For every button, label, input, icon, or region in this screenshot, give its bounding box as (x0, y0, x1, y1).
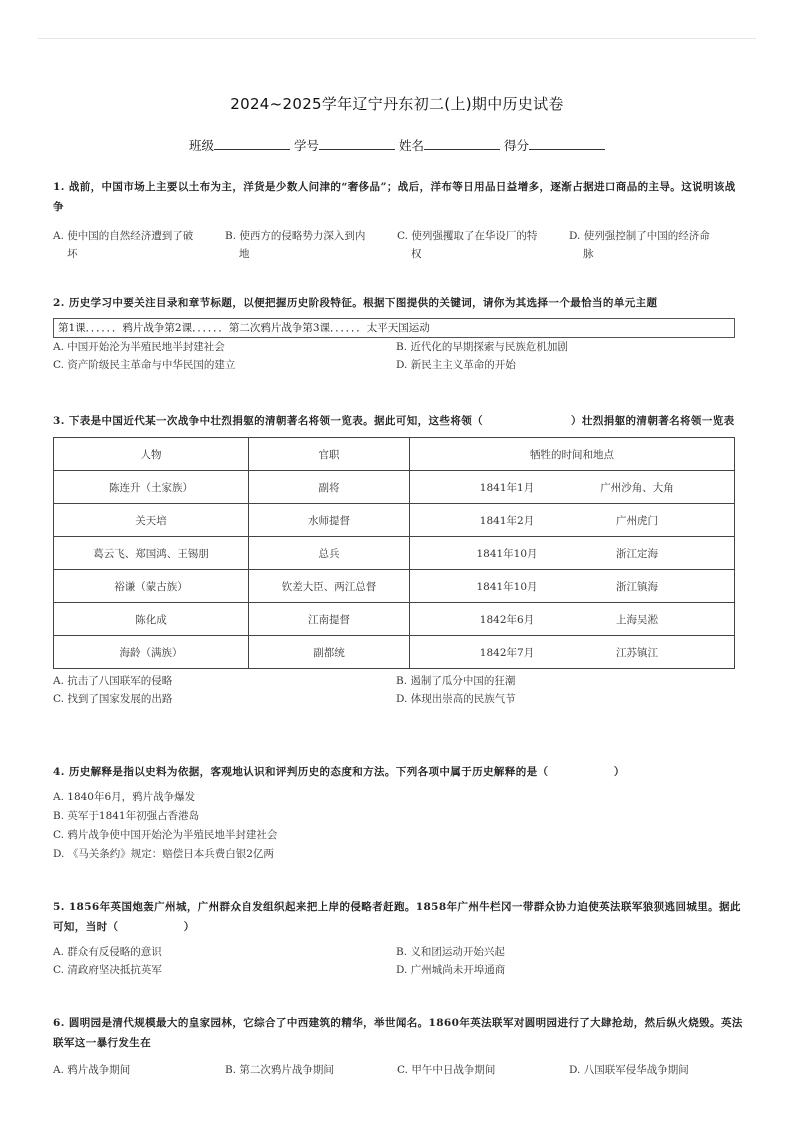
table-row (54, 504, 735, 537)
option-b[interactable]: B. 近代化的早期探索与民族危机加剧 (396, 341, 568, 353)
table-cell-rank: 水师提督 (249, 504, 410, 537)
question-3-stem (53, 411, 743, 431)
option-d[interactable]: D. 新民主主义革命的开始 (396, 359, 516, 371)
table-cell-person: 关天培 (54, 504, 249, 537)
question-4-stem: 4. 历史解释是指以史料为依据，客观地认识和评判历史的态度和方法。下列各项中属于历史解释的是（ ） (53, 766, 625, 778)
question-3 (53, 411, 743, 708)
table-cell-rank: 副将 (249, 471, 410, 504)
question-4 (53, 762, 743, 864)
table-cell-person: 葛云飞、郑国鸿、王锡朋 (54, 537, 249, 570)
score-field-label: 得分 (503, 138, 529, 153)
table-cell-place: 浙江定海 (616, 547, 658, 560)
option-a[interactable] (53, 227, 225, 263)
option-a[interactable]: A. 群众有反侵略的意识 (53, 946, 162, 958)
student-id-field-blank[interactable] (319, 137, 395, 150)
question-1-options (53, 227, 743, 263)
table-cell-time: 1842年7月 (479, 646, 535, 659)
generals-table (53, 437, 735, 669)
option-c[interactable]: C. 鸦片战争使中国开始沦为半殖民地半封建社会 (53, 829, 278, 841)
table-cell-rank: 总兵 (249, 537, 410, 570)
option-d[interactable]: D. 《马关条约》规定：赔偿日本兵费白银2亿两 (53, 848, 274, 860)
table-cell-rank: 副都统 (249, 636, 410, 669)
student-id-field-label: 学号 (293, 138, 319, 153)
question-1 (53, 177, 743, 263)
option-a[interactable]: A. 鸦片战争期间 (53, 1064, 131, 1076)
table-cell-time-place (410, 471, 735, 504)
exam-title: 2024~2025学年辽宁丹东初二(上)期中历史试卷 (230, 95, 564, 113)
question-1-stem: 1. 战前，中国市场上主要以土布为主，洋货是少数人问津的“奢侈品”；战后，洋布等日用品日益增多，逐渐占据进口商品的主导。这说明该战争 (53, 181, 736, 213)
table-row (54, 471, 735, 504)
question-5-stem: 5. 1856年英国炮轰广州城，广州群众自发组织起来把上岸的侵略者赶跑。1858年广州牛栏冈一带群众协力迫使英法联军狼狈逃回城里。据此可知，当时（ ） (53, 901, 741, 933)
option-c-text-cont: 权 (411, 248, 422, 260)
option-b-text-cont: 地 (239, 248, 250, 260)
question-2-options (53, 338, 743, 374)
table-header: 官职 (249, 438, 410, 471)
option-c[interactable]: C. 资产阶级民主革命与中华民国的建立 (53, 359, 236, 371)
table-cell-place: 江苏镇江 (616, 646, 658, 659)
question-6 (53, 1013, 743, 1079)
option-d-text: D. 使列强控制了中国的经济命 (569, 230, 710, 242)
table-cell-rank: 江南提督 (249, 603, 410, 636)
name-field-label: 姓名 (398, 138, 424, 153)
option-b[interactable]: B. 遏制了瓜分中国的狂潮 (396, 675, 516, 687)
table-cell-rank: 钦差大臣、两江总督 (249, 570, 410, 603)
table-header-row (54, 438, 735, 471)
question-4-options (53, 788, 743, 864)
option-a[interactable]: A. 抗击了八国联军的侵略 (53, 675, 173, 687)
option-c[interactable]: C. 找到了国家发展的出路 (53, 693, 173, 705)
student-info-fields (0, 136, 794, 154)
question-5-options (53, 943, 743, 979)
table-row (54, 603, 735, 636)
table-cell-person: 海龄（满族） (54, 636, 249, 669)
question-3-stem-part-2: ）壮烈捐躯的清朝著名将领一览表 (571, 415, 735, 427)
question-6-stem: 6. 圆明园是清代规模最大的皇家园林，它综合了中西建筑的精华，举世闻名。1860年英法联军对圆明园进行了大肆抢劫，然后纵火烧毁。英法联军这一暴行发生在 (53, 1017, 743, 1049)
option-d[interactable]: D. 八国联军侵华战争期间 (569, 1064, 689, 1076)
table-cell-place: 浙江镇海 (616, 580, 658, 593)
option-c-text: C. 使列强攫取了在华设厂的特 (397, 230, 538, 242)
question-2 (53, 293, 743, 374)
question-6-options (53, 1061, 743, 1079)
table-header: 牺牲的时间和地点 (410, 438, 735, 471)
option-c[interactable] (397, 227, 569, 263)
table-cell-place: 广州沙角、大角 (600, 481, 674, 494)
table-row (54, 570, 735, 603)
question-5 (53, 897, 743, 979)
class-field-blank[interactable] (214, 137, 290, 150)
table-cell-person: 陈化成 (54, 603, 249, 636)
option-a[interactable]: A. 1840年6月，鸦片战争爆发 (53, 791, 196, 803)
table-row (54, 636, 735, 669)
table-cell-time: 1841年2月 (479, 514, 535, 527)
question-3-options (53, 672, 743, 708)
option-b[interactable]: B. 第二次鸦片战争期间 (225, 1064, 334, 1076)
option-a-text-cont: 坏 (67, 248, 78, 260)
table-cell-person: 陈连升（土家族） (54, 471, 249, 504)
table-cell-time-place (410, 504, 735, 537)
option-b[interactable]: B. 英军于1841年初强占香港岛 (53, 810, 200, 822)
option-b[interactable]: B. 义和团运动开始兴起 (396, 946, 505, 958)
table-cell-time: 1841年1月 (479, 481, 535, 494)
table-cell-time-place (410, 636, 735, 669)
table-cell-person: 裕谦（蒙古族） (54, 570, 249, 603)
keyword-box: 第1课．．．．．．鸦片战争第2课．．．．．．第二次鸦片战争第3课．．．．．．太平天国运动 (53, 318, 735, 338)
header-divider (38, 38, 756, 39)
option-c[interactable]: C. 清政府坚决抵抗英军 (53, 964, 162, 976)
option-d[interactable] (569, 227, 741, 263)
table-cell-time: 1841年10月 (476, 580, 538, 593)
name-field-blank[interactable] (424, 137, 500, 150)
table-cell-time-place (410, 537, 735, 570)
table-row (54, 537, 735, 570)
table-cell-place: 广州虎门 (616, 514, 658, 527)
option-c[interactable]: C. 甲午中日战争期间 (397, 1064, 496, 1076)
score-field-blank[interactable] (529, 137, 605, 150)
table-cell-time-place (410, 570, 735, 603)
question-3-stem-part-1: 3. 下表是中国近代某一次战争中壮烈捐躯的清朝著名将领一览表。据此可知，这些将领（ (53, 415, 484, 427)
option-d[interactable]: D. 广州城尚未开埠通商 (396, 964, 506, 976)
option-b[interactable] (225, 227, 397, 263)
option-b-text: B. 使西方的侵略势力深入到内 (225, 230, 366, 242)
table-header: 人物 (54, 438, 249, 471)
option-d-text-cont: 脉 (583, 248, 594, 260)
table-cell-time: 1842年6月 (479, 613, 535, 626)
option-a[interactable]: A. 中国开始沦为半殖民地半封建社会 (53, 341, 225, 353)
table-cell-place: 上海吴淞 (616, 613, 658, 626)
table-cell-time-place (410, 603, 735, 636)
option-a-text: A. 使中国的自然经济遭到了破 (53, 230, 194, 242)
option-d[interactable]: D. 体现出崇高的民族气节 (396, 693, 516, 705)
question-2-stem: 2. 历史学习中要关注目录和章节标题，以便把握历史阶段特征。根据下图提供的关键词，请你为其选择一个最恰当的单元主题 (53, 297, 658, 309)
class-field-label: 班级 (188, 138, 214, 153)
table-cell-time: 1841年10月 (476, 547, 538, 560)
